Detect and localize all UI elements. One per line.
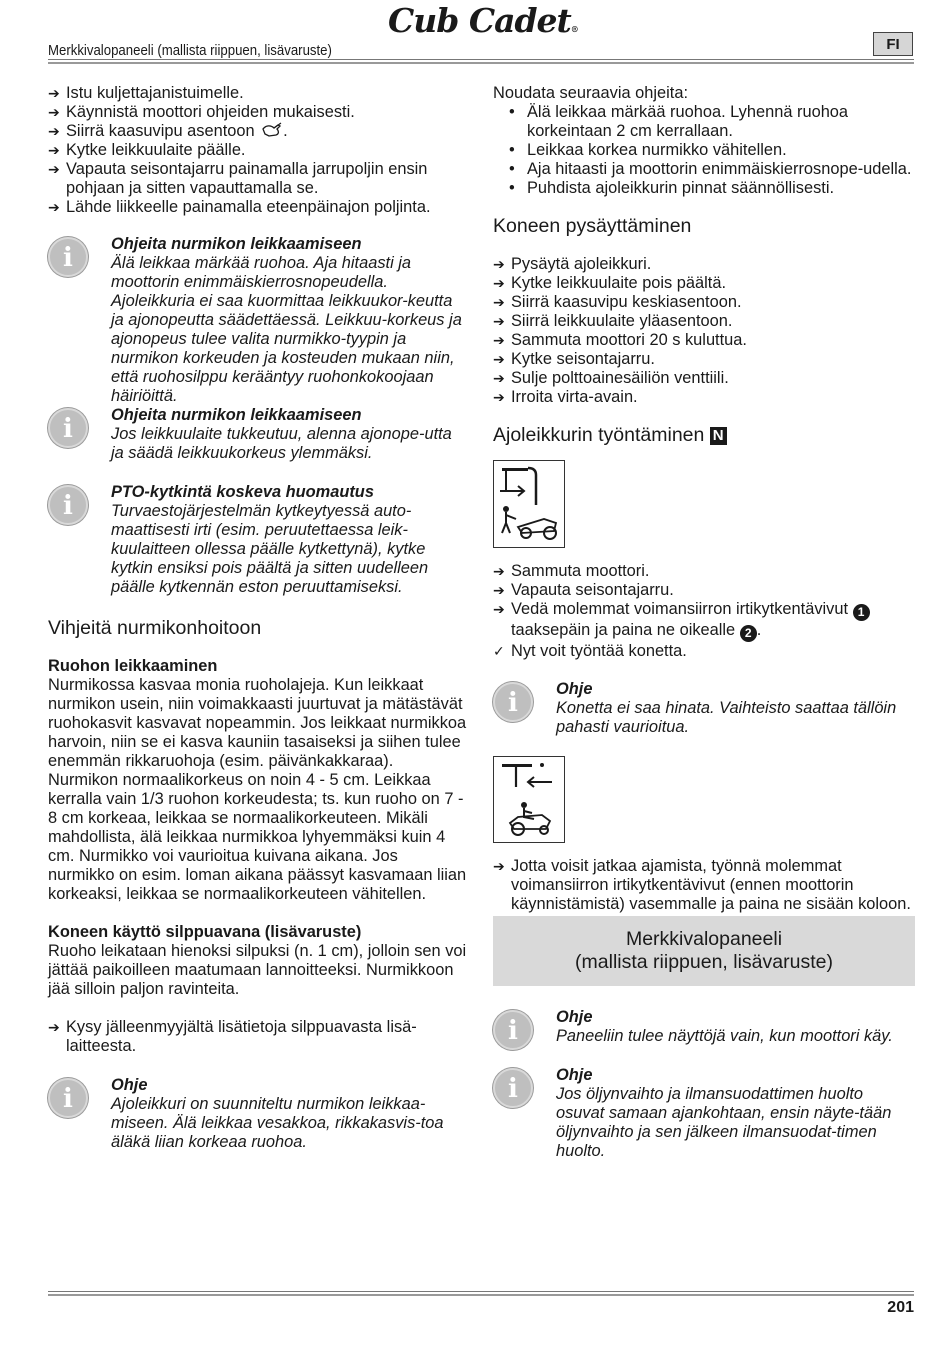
left-column bbox=[48, 84, 468, 1152]
resume-lever-pictogram bbox=[493, 756, 565, 843]
lever-pull-illustration bbox=[494, 461, 563, 546]
step-item: ➔ Sulje polttoainesäiliön venttiili. bbox=[493, 369, 729, 387]
info-note: i Ohjeita nurmikon leikkaamiseen Älä leikkaa märkää ruohoa. Aja hitaasti ja moottorin enimmäiskierrosnopeudella. Ajoleikkuria ei saa kuormittaa leikkuukor-keutta ja ajonopeutta säädettäessä. Leikkuu-korkeus ja ajonopeus tulee valita nurmikko-tyypin ja nurmikon korkeuden ja kosteuden mukaan niin, että ruohosilppu kerääntyy ruohonkokoojaan häiriöittä. bbox=[48, 235, 468, 406]
arrow-icon: ➔ bbox=[493, 275, 505, 291]
step-item: ➔ Siirrä kaasuvipu keskiasentoon. bbox=[493, 293, 742, 311]
callout-marker: 1 bbox=[853, 604, 870, 621]
info-icon bbox=[493, 1010, 533, 1050]
arrow-icon: ➔ bbox=[493, 332, 505, 348]
info-note: i Ohje Jos öljynvaihto ja ilmansuodattimen huolto osuvat samaan ajankohtaan, ensin näyte-tään öljynvaihto ja sen jälkeen ilmansuodat-timen huolto. bbox=[493, 1066, 915, 1161]
info-note: i PTO-kytkintä koskeva huomautus Turvaestojärjestelmän kytkeytyessä auto-maattisesti irti (esim. peruutettaessa leik-kuulaitteen ollessa päälle kytkettynä), kytke kytkin ensiksi pois päältä ja sitten uudelleen päälle kytkennän eston peruuttamiseksi. bbox=[48, 483, 468, 597]
footer-divider-double bbox=[48, 1294, 914, 1296]
subheading: Ruohon leikkaaminen bbox=[48, 657, 218, 675]
section-heading: Koneen pysäyttäminen bbox=[493, 215, 692, 237]
bullet-list bbox=[493, 103, 915, 198]
start-steps bbox=[48, 84, 468, 217]
info-icon bbox=[48, 237, 88, 277]
hare-icon bbox=[261, 122, 283, 139]
paragraph: Ruoho leikataan hienoksi silpuksi (n. 1 cm), jolloin sen voi jättää paikoilleen maatumaan lannoitteeksi. Nurmikkoon jää silloin paljon ravinteita. bbox=[48, 942, 467, 998]
list-item: • Aja hitaasti ja moottorin enimmäiskierrosnope-udella. bbox=[509, 160, 915, 179]
arrow-icon: ➔ bbox=[493, 294, 505, 310]
info-icon bbox=[493, 1068, 533, 1108]
step-item: ➔ Pysäytä ajoleikkuri. bbox=[493, 255, 652, 273]
info-note: i Ohje Paneeliin tulee näyttöjä vain, kun moottori käy. bbox=[493, 1008, 915, 1046]
section-title-box: Merkkivalopaneeli (mallista riippuen, lisävaruste) bbox=[493, 916, 915, 986]
subheading: Koneen käyttö silppuavana (lisävaruste) bbox=[48, 923, 362, 941]
push-lever-pictogram bbox=[493, 460, 565, 548]
arrow-icon: ➔ bbox=[493, 370, 505, 386]
step-item: ➔ Irroita virta-avain. bbox=[493, 388, 638, 406]
info-note: i Ohje Konetta ei saa hinata. Vaihteisto saattaa tällöin pahasti vaurioitua. bbox=[493, 680, 915, 737]
lever-push-illustration bbox=[494, 757, 563, 841]
list-item: • Puhdista ajoleikkurin pinnat säännöllisesti. bbox=[509, 179, 915, 198]
figure-badge: N bbox=[710, 427, 727, 445]
arrow-icon: ➔ bbox=[48, 85, 60, 101]
step-item: ➔ Kytke leikkuulaite päälle. bbox=[48, 141, 246, 159]
step-item: ➔ Siirrä leikkuulaite yläasentoon. bbox=[493, 312, 733, 330]
list-item: • Leikkaa korkea nurmikko vähitellen. bbox=[509, 141, 915, 160]
paragraph: Nurmikon normaalikorkeus on noin 4 - 5 cm. Leikkaa kerralla vain 1/3 ruohon korkeudesta; ts. kun ruoho on 7 - 8 cm korkeaa, leikkaa se normaalikorkeuteen. Mikäli mahdollista, älä leikkaa nurmikkoa lyhyemmäksi kuin 4 cm. Nurmikko voi vaurioitua kuivana aikana. Jos nurmikko on esim. loman aikana päässyt kasvamaan liian korkeaksi, leikkaa se normaalikorkeuteen vähitellen. bbox=[48, 771, 467, 903]
page-number: 201 bbox=[887, 1299, 914, 1316]
step-item: ➔ Istu kuljettajanistuimelle. bbox=[48, 84, 244, 102]
step-item: ➔ Lähde liikkeelle painamalla eteenpäinajon poljinta. bbox=[48, 198, 431, 216]
right-column bbox=[493, 84, 915, 1161]
result-item: ✓ Nyt voit työntää konetta. bbox=[493, 642, 687, 660]
arrow-icon: ➔ bbox=[48, 104, 60, 120]
arrow-icon: ➔ bbox=[493, 582, 505, 598]
step-item: ➔ Sammuta moottori 20 s kuluttua. bbox=[493, 331, 747, 349]
step-item: ➔ Vedä molemmat voimansiirron irtikytkentävivut 1 taaksepäin ja paina ne oikealle 2 . bbox=[493, 600, 915, 642]
step-item: ➔ Siirrä kaasuvipu asentoon . bbox=[48, 122, 288, 140]
check-icon: ✓ bbox=[493, 643, 505, 659]
info-icon bbox=[48, 485, 88, 525]
running-title: Merkkivalopaneeli (mallista riippuen, lisävaruste) bbox=[48, 42, 332, 59]
paragraph: Nurmikossa kasvaa monia ruoholajeja. Kun leikkaat nurmikon usein, niin voimakkaasti juurtuvat ja mätästävät ruohokasvit kasvavat nopeammin. Jos leikkaat nurmikkoa harvoin, niin se ei kasva kauniin tasaiseksi ja siihen tulee enemmän rikkaruohoja (esim. päivänkakkaraa). bbox=[48, 676, 467, 770]
step-item: ➔ Käynnistä moottori ohjeiden mukaisesti. bbox=[48, 103, 355, 121]
step-item: ➔ Vapauta seisontajarru painamalla jarrupoljin ensin pohjaan ja sitten vapauttamalla se. bbox=[48, 160, 428, 197]
step-item: ➔ Vapauta seisontajarru. bbox=[493, 581, 674, 599]
arrow-icon: ➔ bbox=[493, 563, 505, 579]
push-steps bbox=[493, 562, 915, 661]
paragraph: Noudata seuraavia ohjeita: bbox=[493, 84, 688, 102]
arrow-icon: ➔ bbox=[493, 389, 505, 405]
step-item: ➔ Jotta voisit jatkaa ajamista, työnnä molemmat voimansiirron irtikytkentävivut (ennen moottorin käynnistämistä) vasemmalle ja paina ne sisään koloon. bbox=[493, 857, 911, 913]
step-item: ➔ Kytke seisontajarru. bbox=[493, 350, 655, 368]
arrow-icon: ➔ bbox=[493, 313, 505, 329]
arrow-icon: ➔ bbox=[493, 601, 505, 617]
stop-steps bbox=[493, 255, 915, 407]
step-item: ➔ Kytke leikkuulaite pois päältä. bbox=[493, 274, 727, 292]
arrow-icon: ➔ bbox=[48, 1019, 60, 1035]
arrow-icon: ➔ bbox=[48, 142, 60, 158]
info-note: i Ohjeita nurmikon leikkaamiseen Jos leikkuulaite tukkeutuu, alenna ajonope-utta ja säädä leikkuukorkeus ylemmäksi. bbox=[48, 406, 468, 463]
language-badge: FI bbox=[873, 32, 913, 56]
arrow-icon: ➔ bbox=[48, 199, 60, 215]
info-icon bbox=[48, 408, 88, 448]
brand-logo: Cub Cadet® bbox=[388, 1, 578, 40]
footer-divider bbox=[48, 1291, 914, 1292]
section-heading: Ajoleikkurin työntäminen N bbox=[493, 424, 915, 446]
arrow-icon: ➔ bbox=[48, 123, 60, 139]
info-note: i Ohje Ajoleikkuri on suunniteltu nurmikon leikkaa-miseen. Älä leikkaa vesakkoa, rikkakasvis-toa äläkä liian korkeaa ruohoa. bbox=[48, 1076, 468, 1152]
arrow-icon: ➔ bbox=[48, 161, 60, 177]
list-item: • Älä leikkaa märkää ruohoa. Lyhennä ruohoa korkeintaan 2 cm kerrallaan. bbox=[509, 103, 915, 141]
arrow-icon: ➔ bbox=[493, 351, 505, 367]
info-icon bbox=[493, 682, 533, 722]
header-divider bbox=[48, 59, 914, 60]
arrow-icon: ➔ bbox=[493, 858, 505, 874]
info-icon bbox=[48, 1078, 88, 1118]
header-divider-double bbox=[48, 62, 914, 64]
step-item: ➔ Kysy jälleenmyyjältä lisätietoja silppuavasta lisä-laitteesta. bbox=[48, 1018, 417, 1055]
section-heading: Vihjeitä nurmikonhoitoon bbox=[48, 617, 262, 639]
step-item: ➔ Sammuta moottori. bbox=[493, 562, 650, 580]
callout-marker: 2 bbox=[740, 625, 757, 642]
arrow-icon: ➔ bbox=[493, 256, 505, 272]
